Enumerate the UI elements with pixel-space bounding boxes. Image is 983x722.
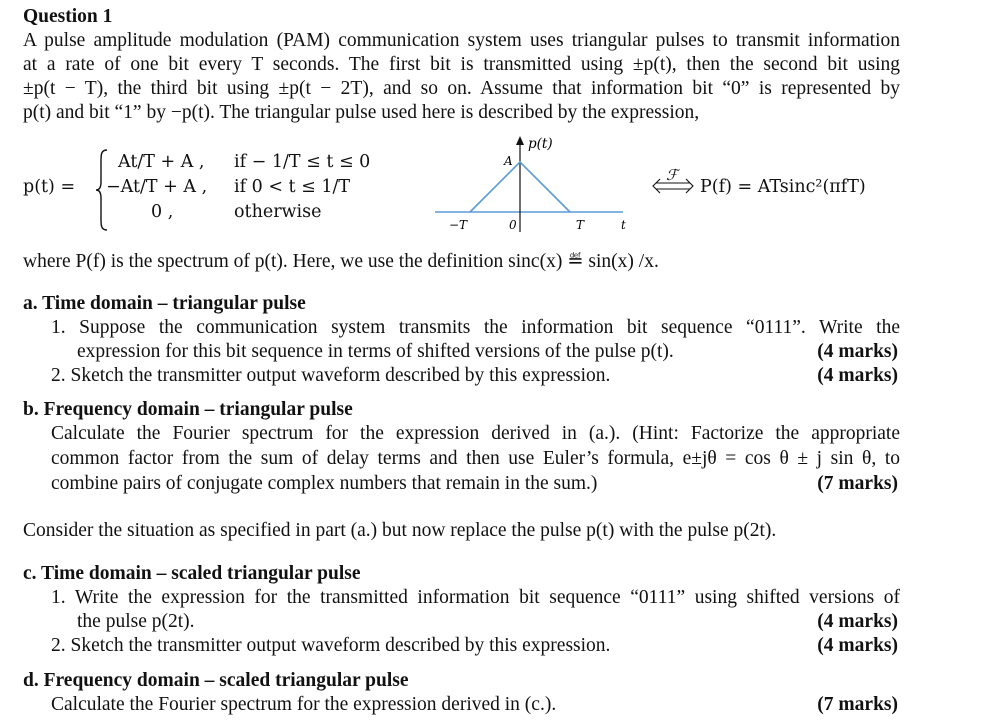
part-b-line1: Calculate the Fourier spectrum for the expression derived in (a.). (Hint: Factorize the appropriate <box>51 423 900 444</box>
part-c-heading: c. Time domain – scaled triangular pulse <box>23 563 361 584</box>
part-a-item2: 2. Sketch the transmitter output waveform described by this expression. <box>51 365 611 386</box>
pulse-lhs: p(t) = <box>23 177 76 197</box>
triangle-pulse-graph <box>425 132 645 237</box>
part-a-item2-marks: (4 marks) <box>817 365 898 386</box>
part-b-line2: common factor from the sum of delay terms and then use Euler’s formula, e±jθ = cos θ ± j sin θ, to <box>51 448 900 469</box>
tick-pos-T: T <box>576 218 585 232</box>
spectrum-expression: P(f) = ATsinc²(πfT) <box>700 177 866 197</box>
part-c-item2: 2. Sketch the transmitter output waveform described by this expression. <box>51 635 611 656</box>
part-a-item1-line1: 1. Suppose the communication system transmits the information bit sequence “0111”. Write the <box>51 317 900 338</box>
case3-cond: otherwise <box>234 202 322 222</box>
graph-ylabel: p(t) <box>528 136 553 152</box>
part-a-item1-line2: expression for this bit sequence in terms of shifted versions of the pulse p(t). <box>77 341 674 362</box>
part-c-item1-line2: the pulse p(2t). <box>77 611 195 632</box>
case3-expr: 0 , <box>151 202 174 222</box>
part-c-item2-marks: (4 marks) <box>817 635 898 656</box>
where-line: where P(f) is the spectrum of p(t). Here, we use the definition sinc(x) ≝ sin(x) /x. <box>23 251 659 272</box>
part-a-heading: a. Time domain – triangular pulse <box>23 293 306 314</box>
part-d-marks: (7 marks) <box>817 694 898 715</box>
case2-expr: −At/T + A , <box>106 177 208 197</box>
intro-line-4: p(t) and bit “1” by −p(t). The triangular pulse used here is described by the expression, <box>23 102 700 123</box>
part-b-heading: b. Frequency domain – triangular pulse <box>23 399 353 420</box>
part-d-heading: d. Frequency domain – scaled triangular pulse <box>23 670 409 691</box>
part-b-marks: (7 marks) <box>817 473 898 494</box>
case1-expr: At/T + A , <box>118 152 205 172</box>
intro-line-3: ±p(t − T), the third bit using ±p(t − 2T), and so on. Assume that information bit “0” is represented by <box>23 78 900 99</box>
double-arrow-icon <box>650 178 696 194</box>
graph-xlabel: t <box>621 218 626 232</box>
axis-arrow-icon <box>516 136 524 145</box>
part-d-body: Calculate the Fourier spectrum for the expression derived in (c.). <box>51 694 557 715</box>
fourier-symbol: ℱ <box>666 168 678 184</box>
part-c-item1-marks: (4 marks) <box>817 611 898 632</box>
question-title: Question 1 <box>23 6 113 27</box>
intro-line-1: A pulse amplitude modulation (PAM) communication system uses triangular pulses to transmit information <box>23 30 900 51</box>
consider-line: Consider the situation as specified in part (a.) but now replace the pulse p(t) with the pulse p(2t). <box>23 520 777 541</box>
case2-cond: if 0 < t ≤ 1/T <box>234 177 351 197</box>
part-c-item1-line1: 1. Write the expression for the transmitted information bit sequence “0111” using shifted versions of <box>51 587 900 608</box>
case1-cond: if − 1/T ≤ t ≤ 0 <box>234 152 371 172</box>
intro-line-2: at a rate of one bit every T seconds. The first bit is transmitted using ±p(t), then the second bit using <box>23 54 900 75</box>
part-a-item1-marks: (4 marks) <box>817 341 898 362</box>
tick-zero: 0 <box>509 218 517 232</box>
part-b-line3: combine pairs of conjugate complex numbers that remain in the sum.) <box>51 473 598 494</box>
tick-neg-T: −T <box>449 218 468 232</box>
peak-label: A <box>504 154 513 168</box>
